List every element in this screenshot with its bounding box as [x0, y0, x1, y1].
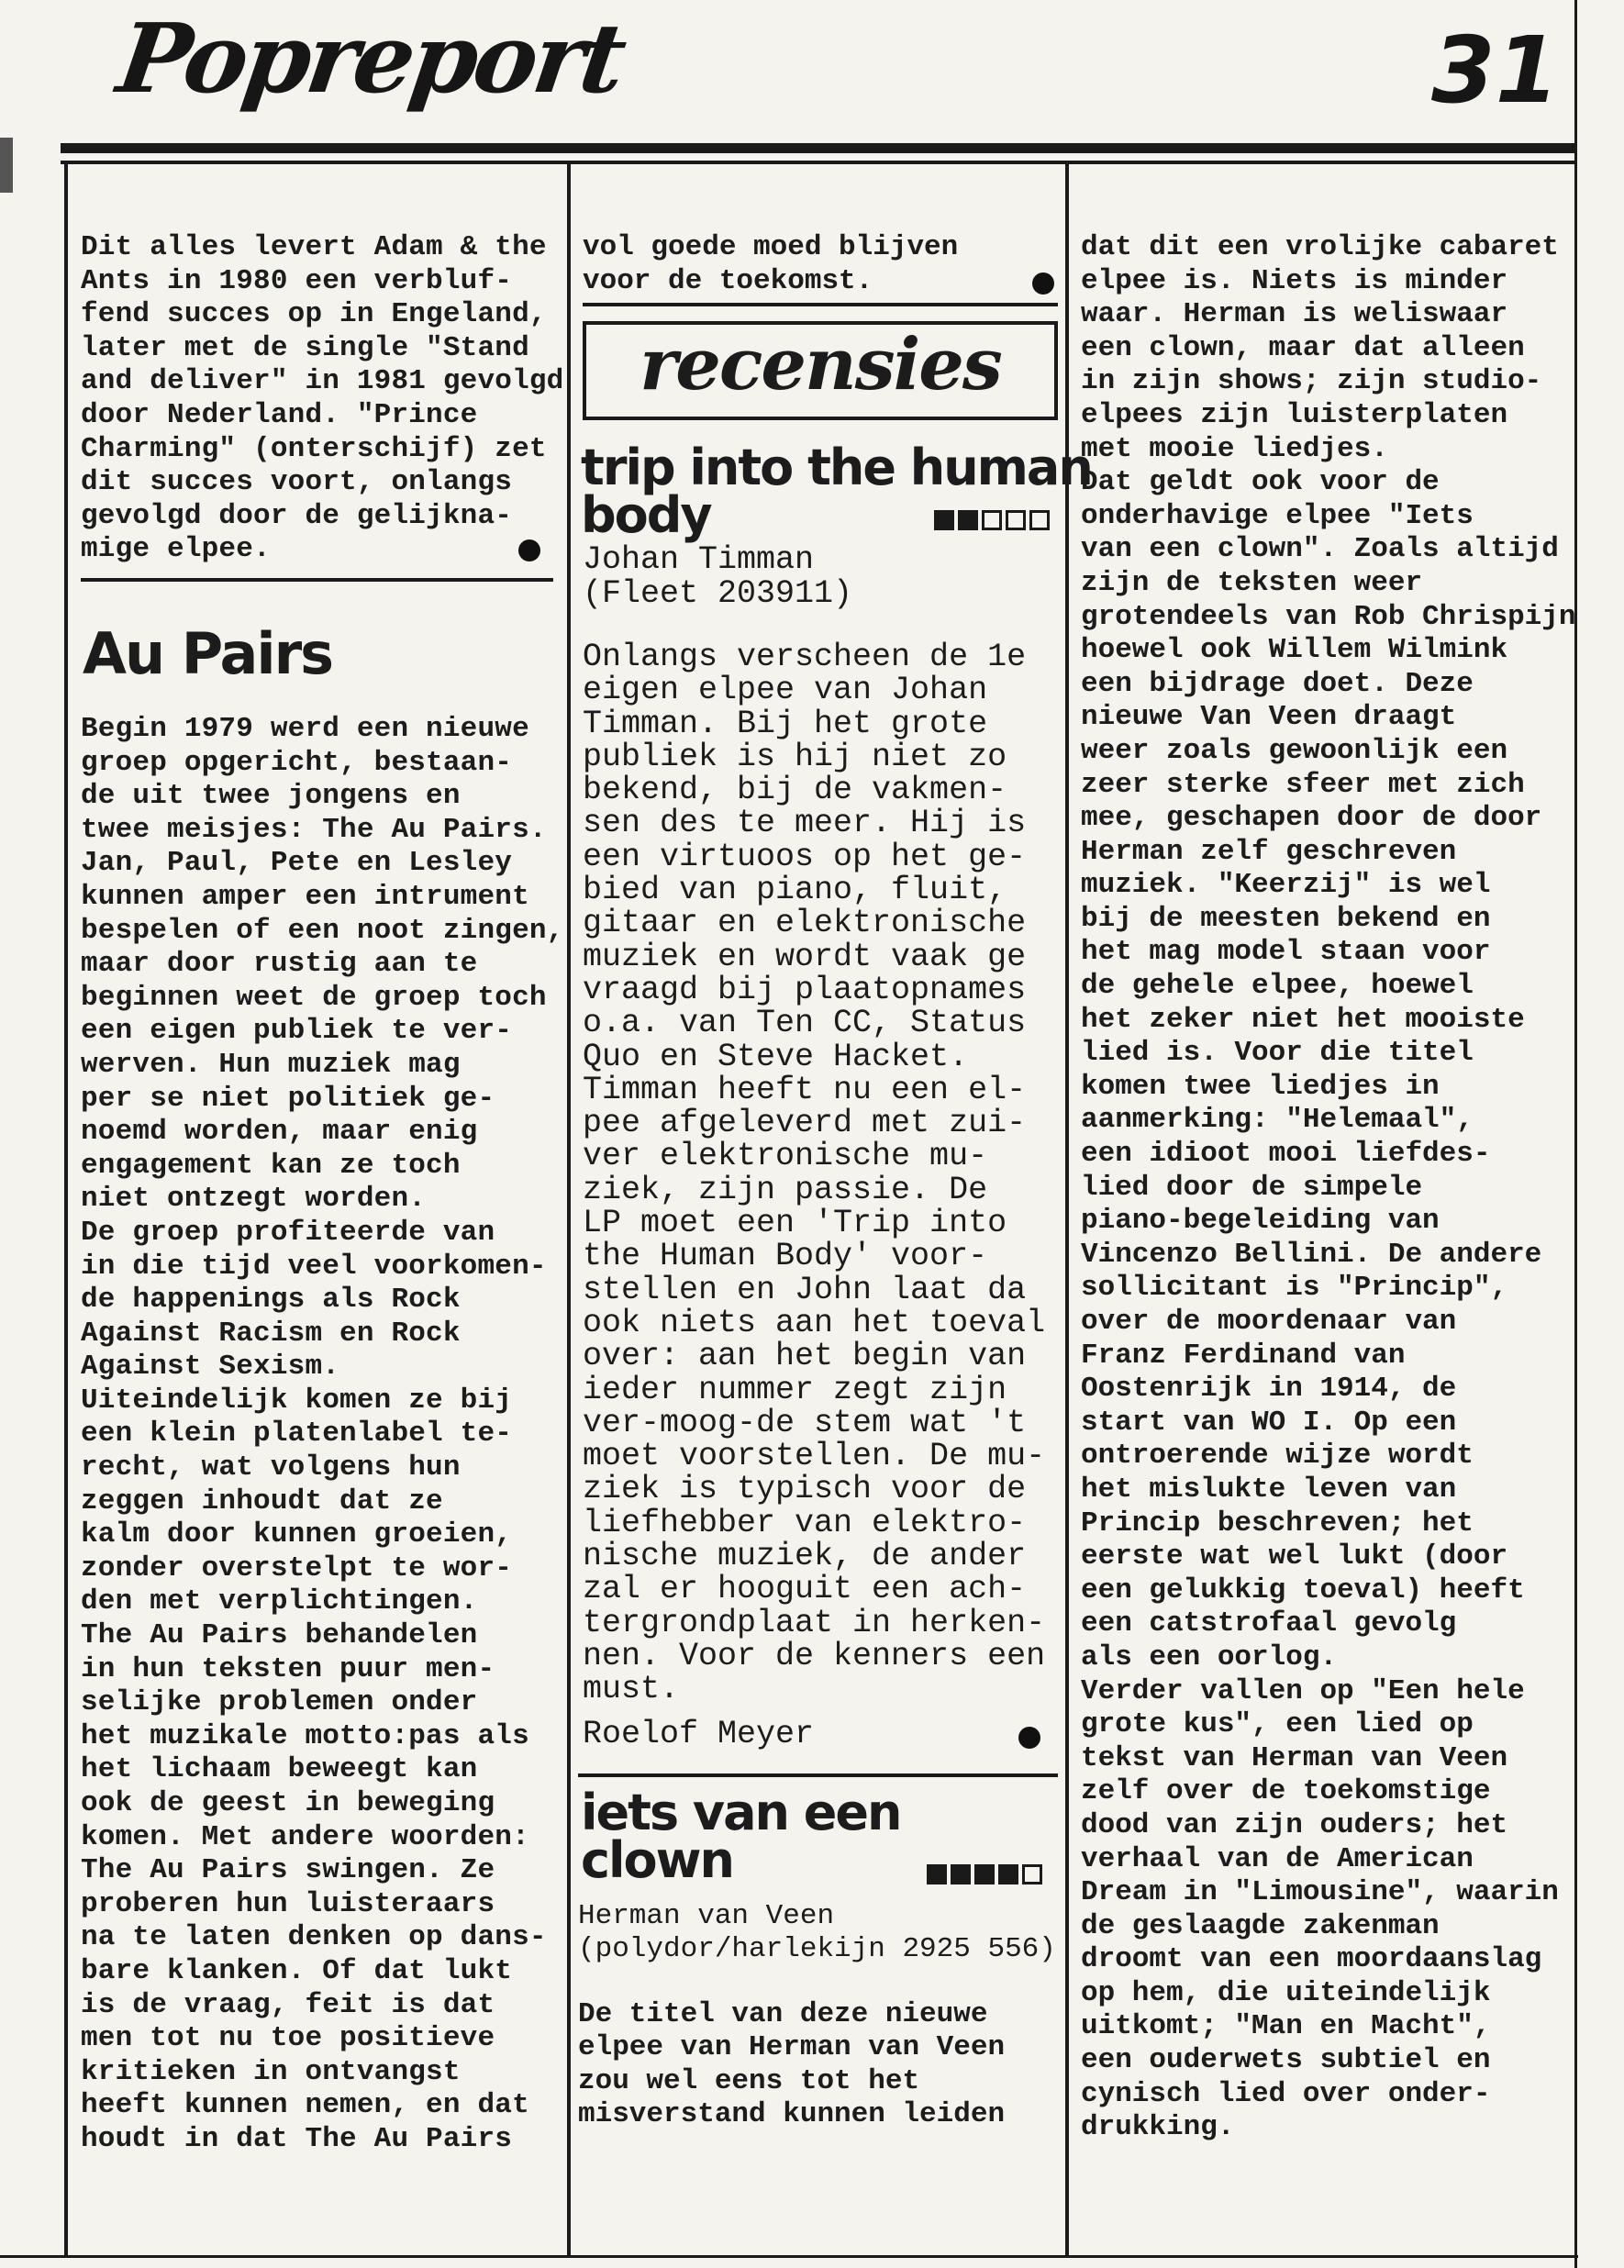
- text-line: zeggen inhoudt dat ze: [81, 1484, 443, 1518]
- end-bullet-icon: [1032, 272, 1054, 295]
- text-line: trip into the human: [581, 439, 1092, 496]
- rating-box-filled: [934, 510, 954, 530]
- rating-box-empty: [982, 510, 1002, 530]
- text-line: een virtuoos op het ge-: [583, 838, 1027, 875]
- text-line: mige elpee.: [81, 533, 271, 566]
- review-artist: Johan Timman: [583, 541, 815, 578]
- text-line: ontroerende wijze wordt: [1081, 1440, 1474, 1473]
- text-line: iets van een: [581, 1784, 901, 1841]
- text-line: vraagd bij plaatopnames: [583, 971, 1027, 1008]
- text-line: noemd worden, maar enig: [81, 1116, 478, 1149]
- section-divider: [583, 303, 1058, 306]
- text-line: een ouderwets subtiel en: [1081, 2044, 1491, 2077]
- review-body: [578, 1998, 1005, 2132]
- article-heading: Au Pairs: [83, 620, 333, 687]
- text-line: ver-moog-de stem wat 't: [583, 1404, 1027, 1441]
- text-line: een klein platenlabel te-: [81, 1418, 513, 1451]
- text-line: bespelen of een noot zingen,: [81, 914, 564, 947]
- text-line: bekend, bij de vakmen-: [583, 772, 1007, 809]
- review-label: (Fleet 203911): [583, 575, 853, 612]
- text-line: verhaal van de American: [1081, 1842, 1474, 1875]
- text-line: Verder vallen op "Een hele: [1081, 1674, 1525, 1707]
- text-line: groep opgericht, bestaan-: [81, 746, 513, 779]
- text-line: maar door rustig aan te: [81, 948, 478, 981]
- text-line: moet voorstellen. De mu-: [583, 1438, 1046, 1475]
- text-line: elpee van Herman van Veen: [578, 2031, 1006, 2064]
- text-line: ziek is typisch voor de: [583, 1471, 1027, 1508]
- text-line: sen des te meer. Hij is: [583, 805, 1027, 842]
- text-line: bij de meesten bekend en: [1081, 902, 1491, 935]
- text-line: kritieken in ontvangst: [81, 2055, 461, 2088]
- rating-box-filled: [998, 1864, 1018, 1884]
- header-rule: [61, 143, 1576, 153]
- text-line: na te laten denken op dans-: [81, 1921, 547, 1954]
- text-line: muziek. "Keerzij" is wel: [1081, 869, 1491, 902]
- rating-box-filled: [927, 1864, 947, 1884]
- text-line: Dit alles levert Adam & the: [81, 231, 547, 263]
- text-line: publiek is hij niet zo: [583, 738, 1007, 775]
- text-line: eigen elpee van Johan: [583, 672, 988, 709]
- magazine-logo: Popreport: [111, 2, 630, 115]
- text-line: De groep profiteerde van: [81, 1216, 495, 1249]
- text-line: droomt van een moordaanslag: [1081, 1943, 1542, 1976]
- text-line: Begin 1979 werd een nieuwe: [81, 713, 529, 745]
- text-line: van een clown". Zoals altijd: [1081, 533, 1559, 566]
- text-line: Dream in "Limousine", waarin: [1081, 1876, 1559, 1909]
- text-line: zeer sterke sfeer met zich: [1081, 768, 1525, 801]
- text-line: heeft kunnen nemen, en dat: [81, 2089, 529, 2122]
- text-line: later met de single "Stand: [81, 331, 529, 364]
- text-line: zal er hooguit een ach-: [583, 1571, 1027, 1608]
- text-line: The Au Pairs swingen. Ze: [81, 1854, 495, 1887]
- text-line: and deliver" in 1981 gevolgd: [81, 365, 564, 398]
- text-line: The Au Pairs behandelen: [81, 1619, 478, 1652]
- text-line: kunnen amper een intrument: [81, 880, 529, 913]
- text-line: is de vraag, feit is dat: [81, 1988, 495, 2021]
- text-line: must.: [583, 1671, 680, 1708]
- text-line: over de moordenaar van: [1081, 1306, 1457, 1338]
- text-line: Onlangs verscheen de 1e: [583, 639, 1027, 675]
- text-line: beginnen weet de groep toch: [81, 981, 547, 1014]
- text-line: piano-begeleiding van: [1081, 1205, 1440, 1238]
- text-line: men tot nu toe positieve: [81, 2022, 495, 2055]
- text-line: tergrondplaat in herken-: [583, 1604, 1046, 1641]
- text-line: door Nederland. "Prince: [81, 398, 478, 431]
- text-line: Vincenzo Bellini. De andere: [1081, 1238, 1542, 1271]
- text-line: Jan, Paul, Pete en Lesley: [81, 847, 513, 880]
- text-line: bied van piano, fluit,: [583, 872, 1007, 909]
- text-line: Quo en Steve Hacket.: [583, 1038, 969, 1075]
- rating-boxes: [927, 1864, 1042, 1884]
- text-line: elpee is. Niets is minder: [1081, 264, 1508, 297]
- text-line: den met verplichtingen.: [81, 1585, 478, 1618]
- review-author: Roelof Meyer: [583, 1716, 815, 1752]
- end-bullet-icon: [1018, 1727, 1040, 1749]
- text-line: grote kus", een lied op: [1081, 1708, 1474, 1741]
- text-line: clown: [581, 1831, 733, 1889]
- text-line: waar. Herman is weliswaar: [1081, 298, 1508, 331]
- text-line: ver elektronische mu-: [583, 1138, 988, 1175]
- section-title: recensies: [640, 323, 1001, 406]
- rating-box-empty: [1006, 510, 1026, 530]
- text-line: als een oorlog.: [1081, 1640, 1338, 1673]
- text-line: over: aan het begin van: [583, 1338, 1027, 1375]
- text-line: in hun teksten puur men-: [81, 1652, 495, 1685]
- text-line: een idioot mooi liefdes-: [1081, 1138, 1491, 1171]
- bottom-border: [0, 2255, 1578, 2258]
- adam-ants-article-end: [81, 231, 564, 567]
- text-line: ieder nummer zegt zijn: [583, 1371, 1007, 1408]
- text-line: proberen hun luisteraars: [81, 1887, 495, 1920]
- text-line: drukking.: [1081, 2111, 1235, 2144]
- text-line: start van WO I. Op een: [1081, 1406, 1457, 1439]
- text-line: misverstand kunnen leiden: [578, 2098, 1006, 2131]
- text-line: Oostenrijk in 1914, de: [1081, 1373, 1457, 1406]
- text-line: werven. Hun muziek mag: [81, 1048, 461, 1081]
- column-border-left: [64, 161, 68, 2257]
- text-line: een gelukkig toeval) heeft: [1081, 1573, 1525, 1606]
- text-line: nieuwe Van Veen draagt: [1081, 701, 1457, 734]
- text-line: in die tijd veel voorkomen-: [81, 1250, 547, 1283]
- text-line: body: [581, 486, 711, 544]
- text-line: gevolgd door de gelijkna-: [81, 499, 513, 532]
- text-line: dit succes voort, onlangs: [81, 466, 513, 499]
- text-line: het lichaam beweegt kan: [81, 1753, 478, 1786]
- text-line: zonder overstelpt te wor-: [81, 1551, 513, 1584]
- text-line: per se niet politiek ge-: [81, 1082, 495, 1115]
- text-line: de happenings als Rock: [81, 1284, 461, 1317]
- text-line: Uiteindelijk komen ze bij: [81, 1384, 513, 1417]
- text-line: een bijdrage doet. Deze: [1081, 667, 1474, 700]
- text-line: dat dit een vrolijke cabaret: [1081, 231, 1559, 263]
- text-line: De titel van deze nieuwe: [578, 1998, 988, 2030]
- rating-box-filled: [958, 510, 978, 530]
- page-binding-edge: [0, 138, 13, 193]
- rating-box-empty: [1022, 1864, 1042, 1884]
- text-line: recht, wat volgens hun: [81, 1451, 461, 1484]
- text-line: houdt in dat The Au Pairs: [81, 2122, 513, 2155]
- header-rule-thin: [61, 161, 1576, 164]
- text-line: Ants in 1980 een verbluf-: [81, 264, 513, 297]
- text-line: hoewel ook Willem Wilmink: [1081, 634, 1508, 667]
- text-line: komen twee liedjes in: [1081, 1070, 1440, 1103]
- previous-article-end: [583, 231, 958, 298]
- section-divider: [81, 578, 553, 582]
- text-line: het zeker niet het mooiste: [1081, 1003, 1525, 1036]
- text-line: Herman zelf geschreven: [1081, 835, 1457, 868]
- text-line: de geslaagde zakenman: [1081, 1909, 1440, 1942]
- text-line: o.a. van Ten CC, Status: [583, 1005, 1027, 1042]
- text-line: sollicitant is "Princip",: [1081, 1272, 1508, 1305]
- text-line: LP moet een 'Trip into: [583, 1205, 1007, 1242]
- text-line: selijke problemen onder: [81, 1686, 478, 1719]
- text-line: de gehele elpee, hoewel: [1081, 970, 1474, 1003]
- rating-box-empty: [1029, 510, 1050, 530]
- text-line: zou wel eens tot het: [578, 2064, 920, 2097]
- text-line: mee, geschapen door de door: [1081, 802, 1542, 835]
- rating-boxes: [934, 510, 1050, 530]
- text-line: twee meisjes: The Au Pairs.: [81, 813, 547, 846]
- text-line: voor de toekomst.: [583, 264, 873, 297]
- text-line: zijn de teksten weer: [1081, 566, 1423, 599]
- review-artist: Herman van Veen: [578, 1900, 835, 1932]
- text-line: eerste wat wel lukt (door: [1081, 1540, 1508, 1573]
- review-title: [581, 1784, 901, 1889]
- text-line: muziek en wordt vaak ge: [583, 938, 1027, 975]
- text-line: weer zoals gewoonlijk een: [1081, 734, 1508, 767]
- text-line: gitaar en elektronische: [583, 905, 1027, 942]
- text-line: lied is. Voor die titel: [1081, 1037, 1474, 1070]
- text-line: liefhebber van elektro-: [583, 1504, 1027, 1541]
- text-line: lied door de simpele: [1081, 1171, 1423, 1204]
- text-line: een clown, maar dat alleen: [1081, 331, 1525, 364]
- text-line: Franz Ferdinand van: [1081, 1339, 1406, 1372]
- end-bullet-icon: [518, 539, 540, 561]
- text-line: cynisch lied over onder-: [1081, 2077, 1491, 2110]
- text-line: ook niets aan het toeval: [583, 1304, 1046, 1341]
- text-line: ook de geest in beweging: [81, 1787, 495, 1819]
- text-line: Timman. Bij het grote: [583, 705, 988, 742]
- text-line: ziek, zijn passie. De: [583, 1171, 988, 1208]
- text-line: tekst van Herman van Veen: [1081, 1741, 1508, 1774]
- au-pairs-article-body: [81, 713, 564, 2157]
- text-line: vol goede moed blijven: [583, 231, 959, 263]
- text-line: aanmerking: "Helemaal",: [1081, 1104, 1474, 1137]
- text-line: nische muziek, de ander: [583, 1538, 1027, 1575]
- text-line: de uit twee jongens en: [81, 780, 461, 813]
- text-line: zelf over de toekomstige: [1081, 1775, 1491, 1808]
- review-label: (polydor/harlekijn 2925 556): [578, 1933, 1056, 1965]
- text-line: stellen en John laat da: [583, 1271, 1027, 1308]
- text-line: op hem, die uiteindelijk: [1081, 1976, 1491, 2009]
- text-line: met mooie liedjes.: [1081, 432, 1388, 465]
- section-divider: [578, 1773, 1058, 1777]
- rating-box-filled: [951, 1864, 971, 1884]
- text-line: komen. Met andere woorden:: [81, 1820, 529, 1853]
- review-body-continued: [1081, 231, 1576, 2145]
- text-line: uitkomt; "Man en Macht",: [1081, 2010, 1491, 2043]
- text-line: kalm door kunnen groeien,: [81, 1518, 513, 1551]
- text-line: engagement kan ze toch: [81, 1149, 461, 1182]
- text-line: Dat geldt ook voor de: [1081, 466, 1440, 499]
- text-line: een eigen publiek te ver-: [81, 1015, 513, 1048]
- text-line: een catstrofaal gevolg: [1081, 1607, 1457, 1640]
- text-line: Against Racism en Rock: [81, 1317, 461, 1350]
- text-line: Princip beschreven; het: [1081, 1506, 1474, 1540]
- text-line: Against Sexism.: [81, 1351, 340, 1384]
- text-line: onderhavige elpee "Iets: [1081, 499, 1474, 532]
- text-line: pee afgeleverd met zui-: [583, 1105, 1027, 1142]
- text-line: dood van zijn ouders; het: [1081, 1808, 1508, 1841]
- text-line: Charming" (onterschijf) zet: [81, 432, 547, 465]
- page-number: 31: [1431, 17, 1560, 124]
- text-line: grotendeels van Rob Chrispijn: [1081, 600, 1576, 633]
- text-line: niet ontzegt worden.: [81, 1183, 427, 1216]
- text-line: the Human Body' voor-: [583, 1238, 988, 1275]
- text-line: het muzikale motto:pas als: [81, 1719, 529, 1752]
- text-line: fend succes op in Engeland,: [81, 298, 547, 331]
- text-line: nen. Voor de kenners een: [583, 1637, 1046, 1674]
- text-line: in zijn shows; zijn studio-: [1081, 365, 1542, 398]
- review-body: [583, 640, 1045, 1707]
- text-line: elpees zijn luisterplaten: [1081, 398, 1508, 431]
- rating-box-filled: [974, 1864, 995, 1884]
- text-line: het mislukte leven van: [1081, 1473, 1457, 1506]
- text-line: bare klanken. Of dat lukt: [81, 1954, 513, 1987]
- text-line: Timman heeft nu een el-: [583, 1071, 1027, 1108]
- column-divider-1: [567, 161, 571, 2257]
- text-line: het mag model staan voor: [1081, 936, 1491, 969]
